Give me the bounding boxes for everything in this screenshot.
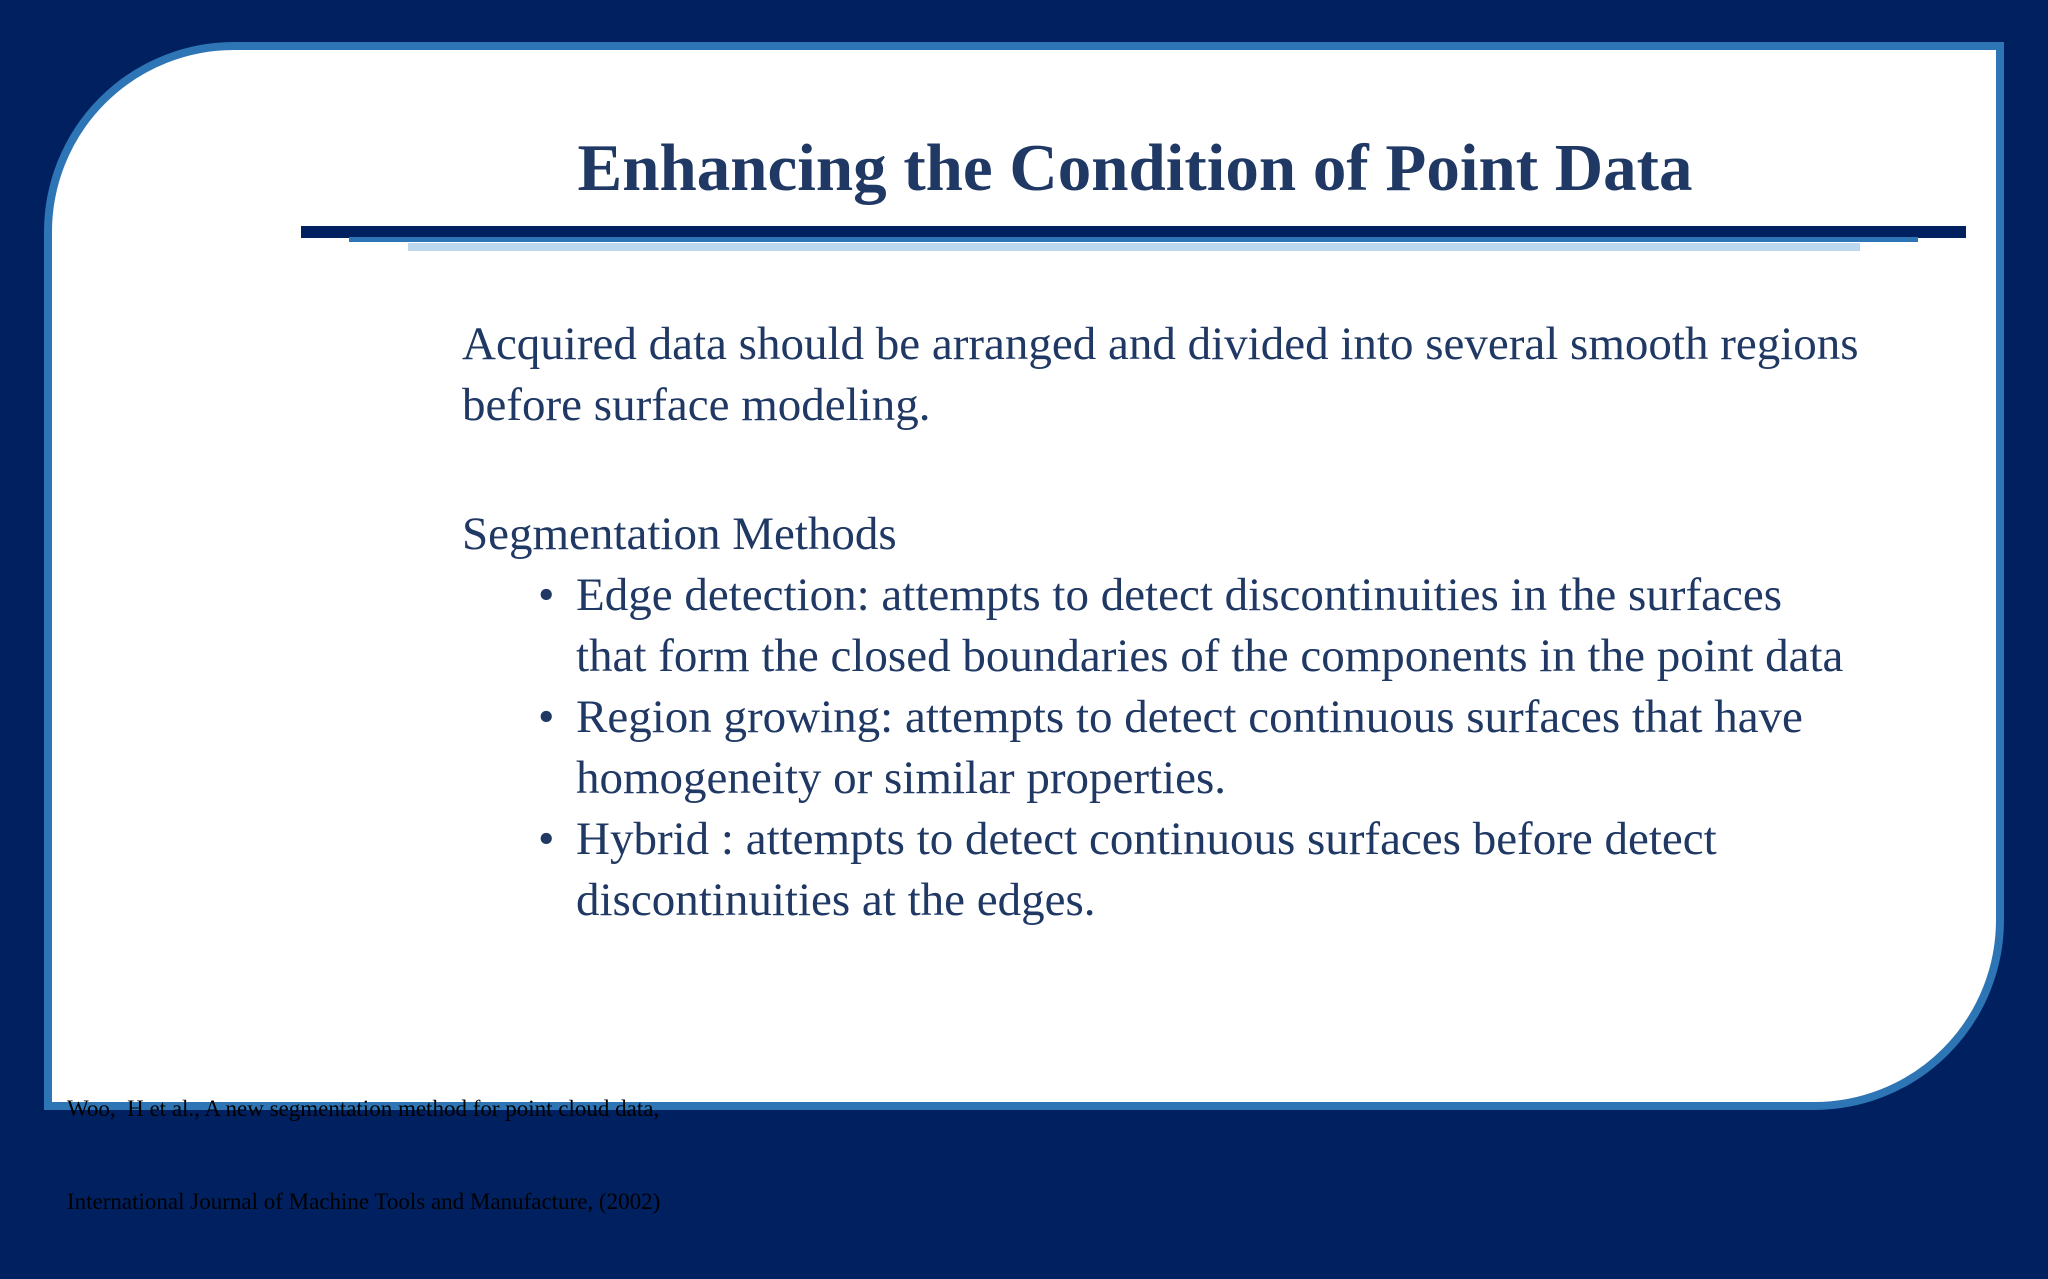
intro-paragraph: Acquired data should be arranged and divided into several smooth regions before surface modeling. bbox=[462, 318, 1859, 431]
method-text: Edge detection: attempts to detect discontinuities in the surfaces that form the closed boundaries of the components in the point data bbox=[576, 569, 1844, 682]
method-text: Hybrid : attempts to detect continuous surfaces before detect discontinuities at the edges. bbox=[576, 813, 1717, 926]
method-hybrid bbox=[462, 809, 1862, 931]
title-underline-light bbox=[408, 243, 1860, 251]
method-region-growing bbox=[462, 687, 1862, 809]
slide-body bbox=[462, 314, 1862, 931]
method-text: Region growing: attempts to detect continuous surfaces that have homogeneity or similar properties. bbox=[576, 691, 1803, 804]
methods-heading: Segmentation Methods bbox=[462, 508, 897, 560]
slide-title: Enhancing the Condition of Point Data bbox=[577, 131, 1693, 205]
bullet-icon: • bbox=[538, 813, 555, 865]
bullet-icon: • bbox=[538, 691, 555, 743]
methods-list bbox=[462, 565, 1862, 931]
citation bbox=[67, 1031, 827, 1279]
method-edge-detection bbox=[462, 565, 1862, 687]
bullet-icon: • bbox=[538, 569, 555, 621]
title-underline-mid bbox=[349, 237, 1918, 242]
citation-line-2: International Journal of Machine Tools and Manufacture, (2002) bbox=[67, 1189, 661, 1214]
citation-line-1: Woo, H et al., A new segmentation method for point cloud data, bbox=[67, 1096, 660, 1121]
